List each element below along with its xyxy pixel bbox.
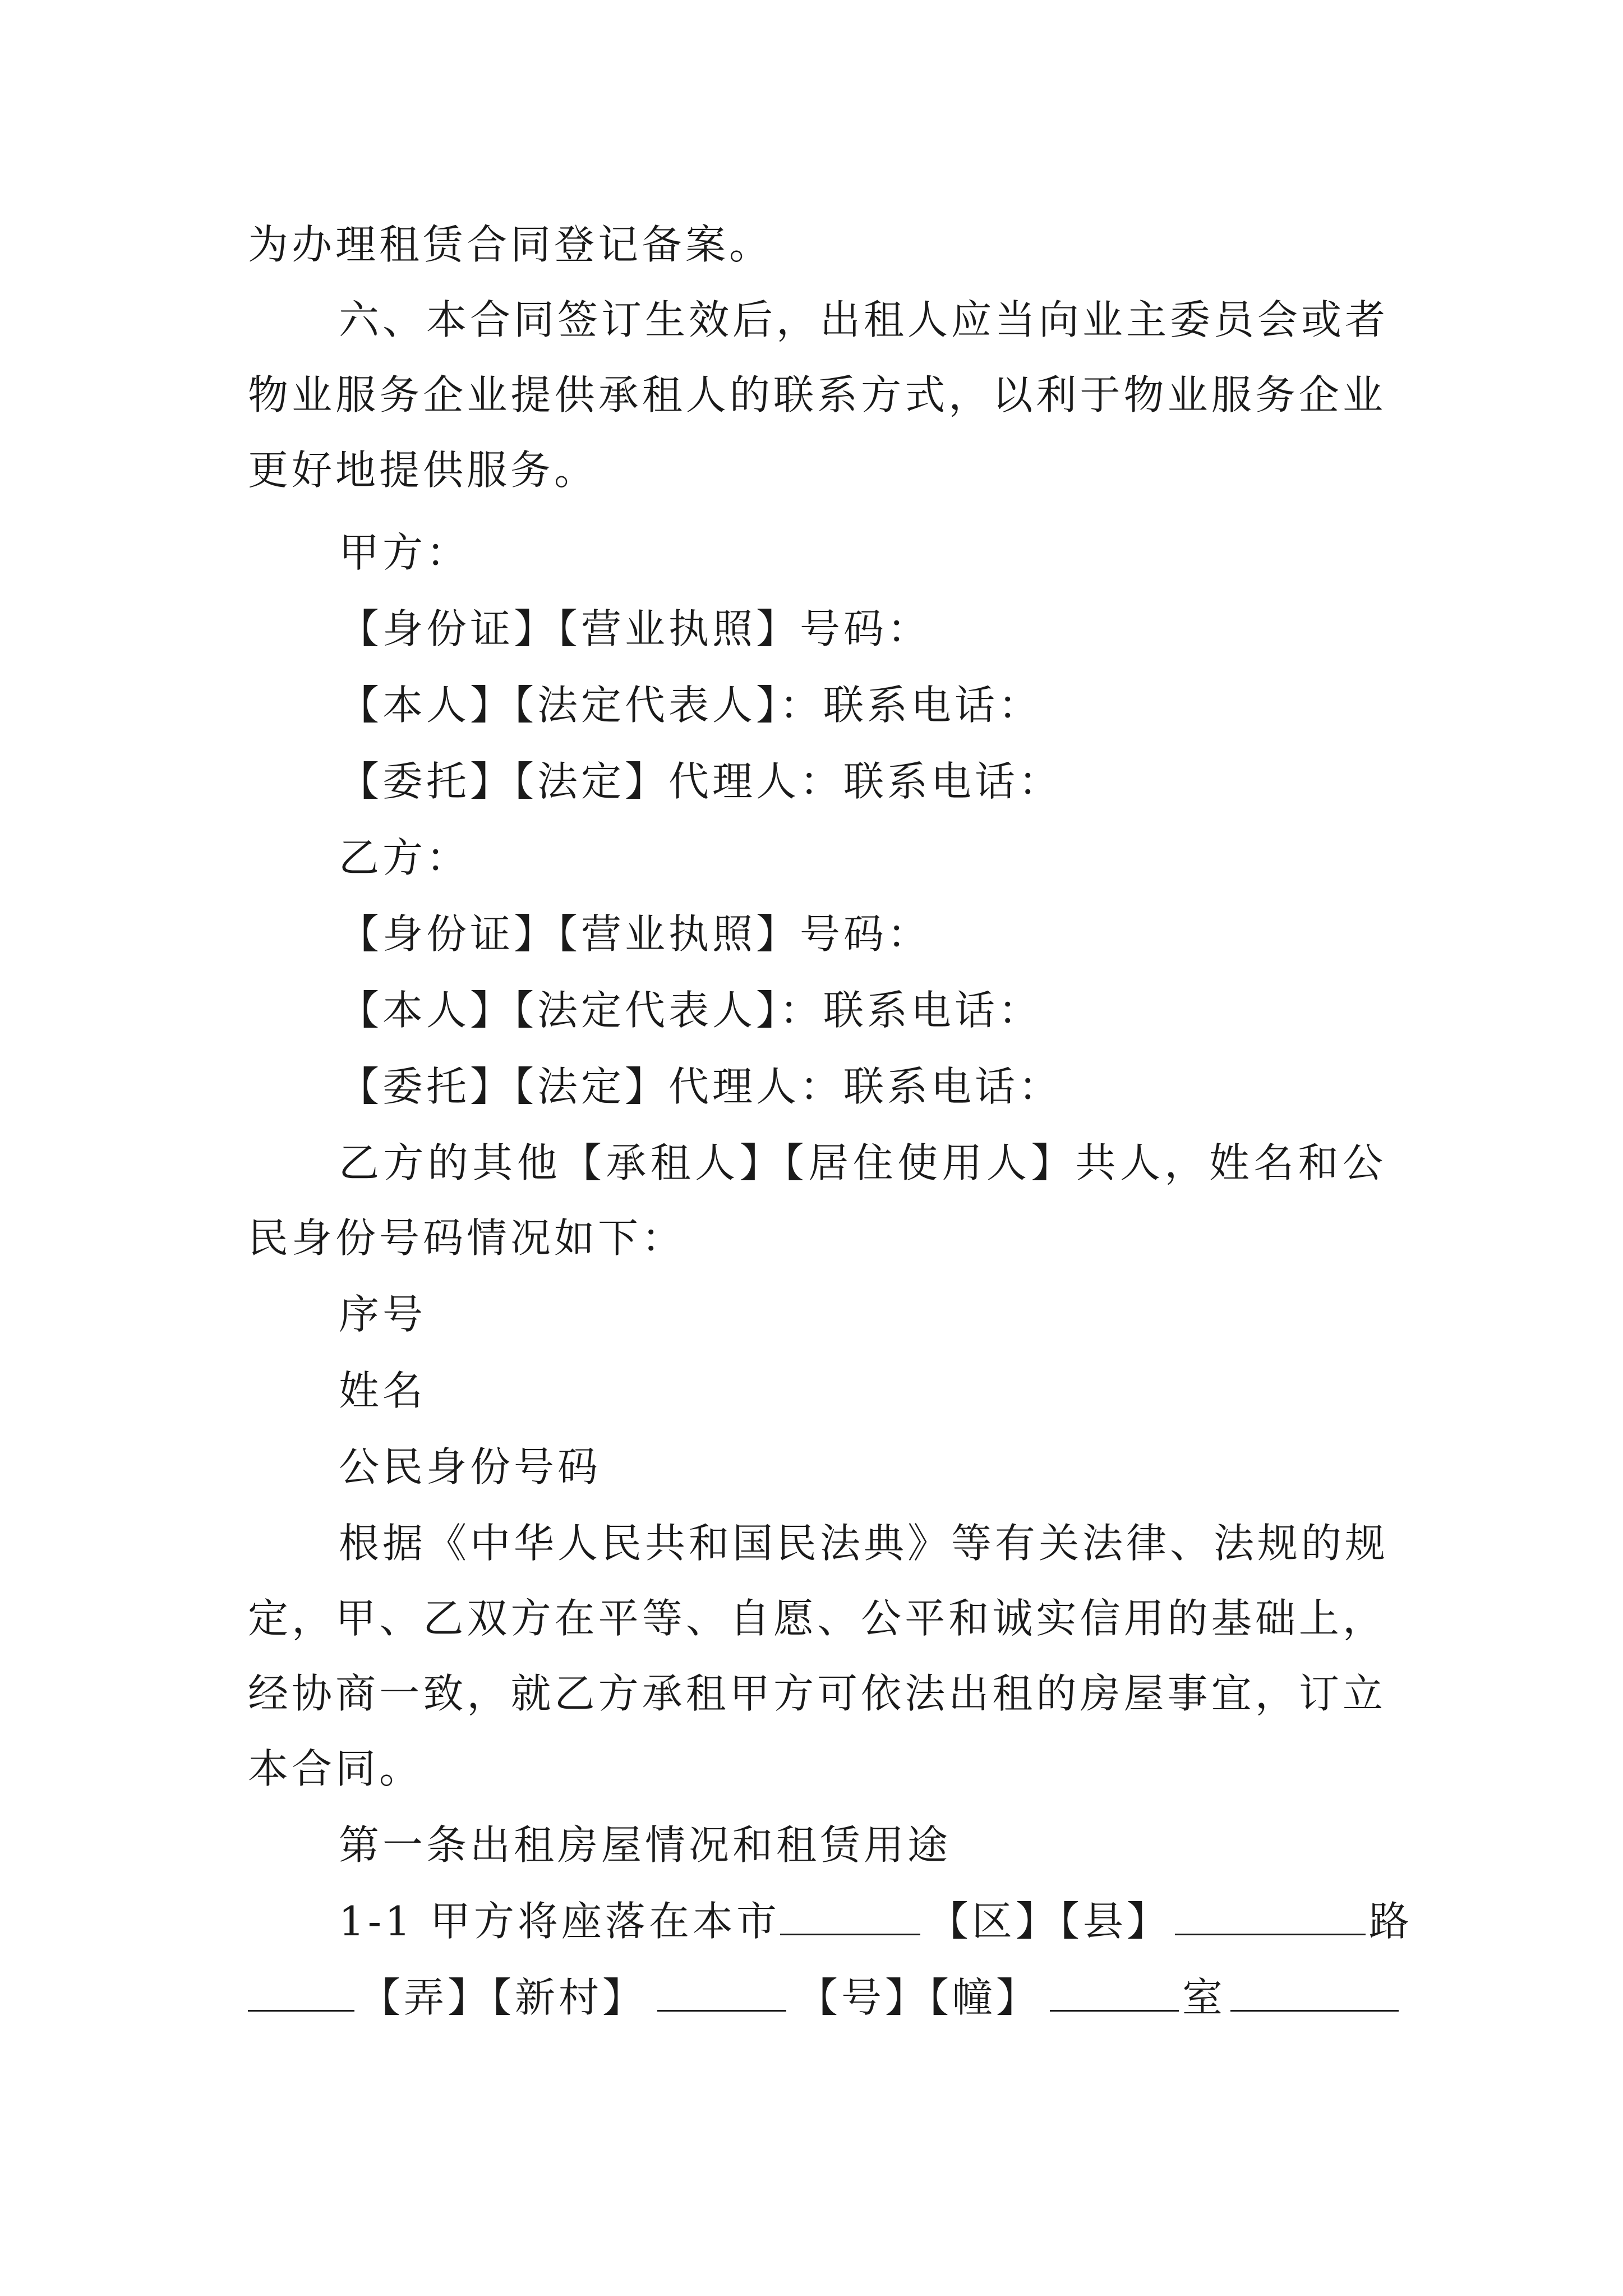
number-blank bbox=[657, 1970, 786, 2012]
room-number-blank bbox=[1050, 1970, 1179, 2012]
paragraph-line: 为办理租赁合同登记备案。 bbox=[248, 221, 773, 268]
city-blank bbox=[780, 1893, 920, 1935]
party-a-id-line: 【身份证】【营业执照】号码： bbox=[339, 605, 932, 652]
room-label: 室 bbox=[1182, 1974, 1227, 2021]
trailing-blank bbox=[1230, 1970, 1399, 2012]
address-prefix: 1-1 甲方将座落在本市 bbox=[339, 1898, 780, 1945]
paragraph-line: 乙方的其他【承租人】【居住使用人】共人，姓名和公 bbox=[339, 1139, 1386, 1186]
paragraph-line: 六、本合同签订生效后，出租人应当向业主委员会或者 bbox=[339, 296, 1389, 343]
paragraph-line: 经协商一致，就乙方承租甲方可依法出租的房屋事宜，订立 bbox=[248, 1670, 1386, 1717]
paragraph-line: 定，甲、乙双方在平等、自愿、公平和诚实信用的基础上， bbox=[248, 1595, 1386, 1642]
table-header-id-number: 公民身份号码 bbox=[339, 1443, 602, 1490]
party-b-agent-line: 【委托】【法定】代理人：联系电话： bbox=[339, 1063, 1063, 1110]
party-b-id-line: 【身份证】【营业执照】号码： bbox=[339, 910, 932, 958]
party-a-representative-line: 【本人】【法定代表人】：联系电话： bbox=[339, 682, 1043, 729]
paragraph-line: 物业服务企业提供承租人的联系方式，以利于物业服务企业 bbox=[248, 371, 1386, 418]
party-b-label: 乙方： bbox=[339, 834, 471, 881]
party-a-label: 甲方： bbox=[339, 529, 471, 576]
district-county-options: 【区】【县】 bbox=[928, 1898, 1170, 1945]
section-heading: 第一条出租房屋情况和租赁用途 bbox=[339, 1821, 952, 1869]
paragraph-line: 民身份号码情况如下： bbox=[248, 1214, 686, 1262]
road-blank bbox=[1175, 1893, 1366, 1935]
party-b-representative-line: 【本人】【法定代表人】：联系电话： bbox=[339, 987, 1043, 1034]
paragraph-line: 根据《中华人民共和国民法典》等有关法律、法规的规 bbox=[339, 1520, 1389, 1567]
address-line-2 bbox=[248, 1970, 1386, 2026]
lane-village-options: 【弄】【新村】 bbox=[360, 1974, 647, 2021]
table-header-index: 序号 bbox=[339, 1291, 427, 1338]
road-label: 路 bbox=[1368, 1898, 1413, 1945]
number-building-options: 【号】【幢】 bbox=[797, 1974, 1040, 2021]
lane-blank bbox=[248, 1970, 354, 2012]
address-line-1 bbox=[339, 1893, 1413, 1949]
party-a-agent-line: 【委托】【法定】代理人：联系电话： bbox=[339, 758, 1063, 805]
table-header-name: 姓名 bbox=[339, 1367, 427, 1414]
paragraph-line: 本合同。 bbox=[248, 1745, 423, 1792]
paragraph-line: 更好地提供服务。 bbox=[248, 447, 598, 494]
